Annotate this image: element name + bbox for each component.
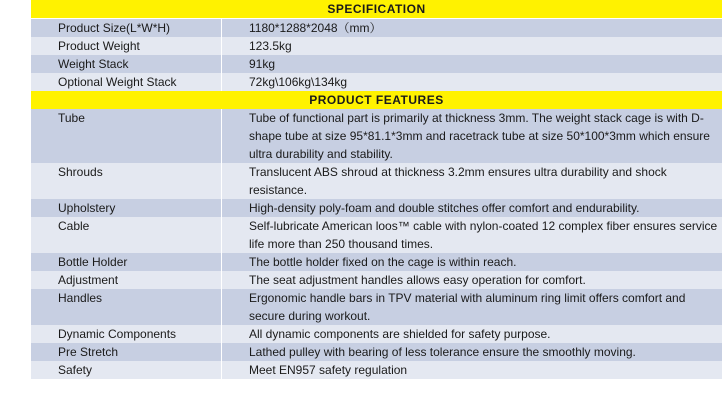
feature-label: Bottle Holder — [58, 255, 128, 269]
spec-value: 72kg\106kg\134kg — [221, 73, 722, 91]
feature-row — [31, 361, 722, 379]
product-features-header: PRODUCT FEATURES — [31, 91, 722, 109]
feature-label: Dynamic Components — [58, 327, 177, 341]
feature-row — [31, 253, 722, 271]
spec-row — [31, 37, 722, 55]
spec-value: 123.5kg — [221, 37, 722, 55]
feature-row — [31, 163, 722, 199]
feature-label: Adjustment — [58, 273, 119, 287]
feature-row — [31, 289, 722, 325]
spec-label: Product Weight — [58, 39, 140, 53]
spec-label: Optional Weight Stack — [58, 75, 177, 89]
specification-header: SPECIFICATION — [31, 0, 722, 19]
feature-value: Meet EN957 safety regulation — [221, 361, 722, 379]
feature-label: Pre Stretch — [58, 345, 119, 359]
feature-value: All dynamic components are shielded for safety purpose. — [221, 325, 722, 343]
feature-label: Tube — [58, 111, 85, 125]
feature-label: Upholstery — [58, 201, 116, 215]
feature-value: The bottle holder fixed on the cage is within reach. — [221, 253, 722, 271]
feature-value: Tube of functional part is primarily at thickness 3mm. The weight stack cage is with D-shape tube at size 95*81.1*3mm and racetrack tube at size 50*100*3mm which ensure ultra durability and stability. — [221, 109, 722, 163]
feature-row — [31, 271, 722, 289]
spec-value: 91kg — [221, 55, 722, 73]
spec-value: 1180*1288*2048（mm） — [221, 19, 722, 37]
feature-label: Shrouds — [58, 165, 103, 179]
feature-label: Handles — [58, 291, 103, 305]
feature-value: Lathed pulley with bearing of less tolerance ensure the smoothly moving. — [221, 343, 722, 361]
feature-value: Ergonomic handle bars in TPV material with aluminum ring limit offers comfort and secure during workout. — [221, 289, 722, 325]
feature-row — [31, 109, 722, 163]
spec-label: Weight Stack — [58, 57, 129, 71]
spec-row — [31, 55, 722, 73]
feature-value: High-density poly-foam and double stitches offer comfort and endurability. — [221, 199, 722, 217]
spec-label: Product Size(L*W*H) — [58, 21, 171, 35]
feature-label: Cable — [58, 219, 90, 233]
spec-row — [31, 73, 722, 91]
feature-value: Translucent ABS shroud at thickness 3.2mm ensures ultra durability and shock resistance. — [221, 163, 722, 199]
feature-row — [31, 217, 722, 253]
spec-sheet — [31, 0, 722, 379]
spec-row — [31, 19, 722, 37]
feature-value: The seat adjustment handles allows easy operation for comfort. — [221, 271, 722, 289]
feature-label: Safety — [58, 363, 93, 377]
feature-row — [31, 199, 722, 217]
feature-row — [31, 343, 722, 361]
feature-value: Self-lubricate American loos™ cable with nylon-coated 12 complex fiber ensures service life more than 250 thousand times. — [221, 217, 722, 253]
feature-row — [31, 325, 722, 343]
